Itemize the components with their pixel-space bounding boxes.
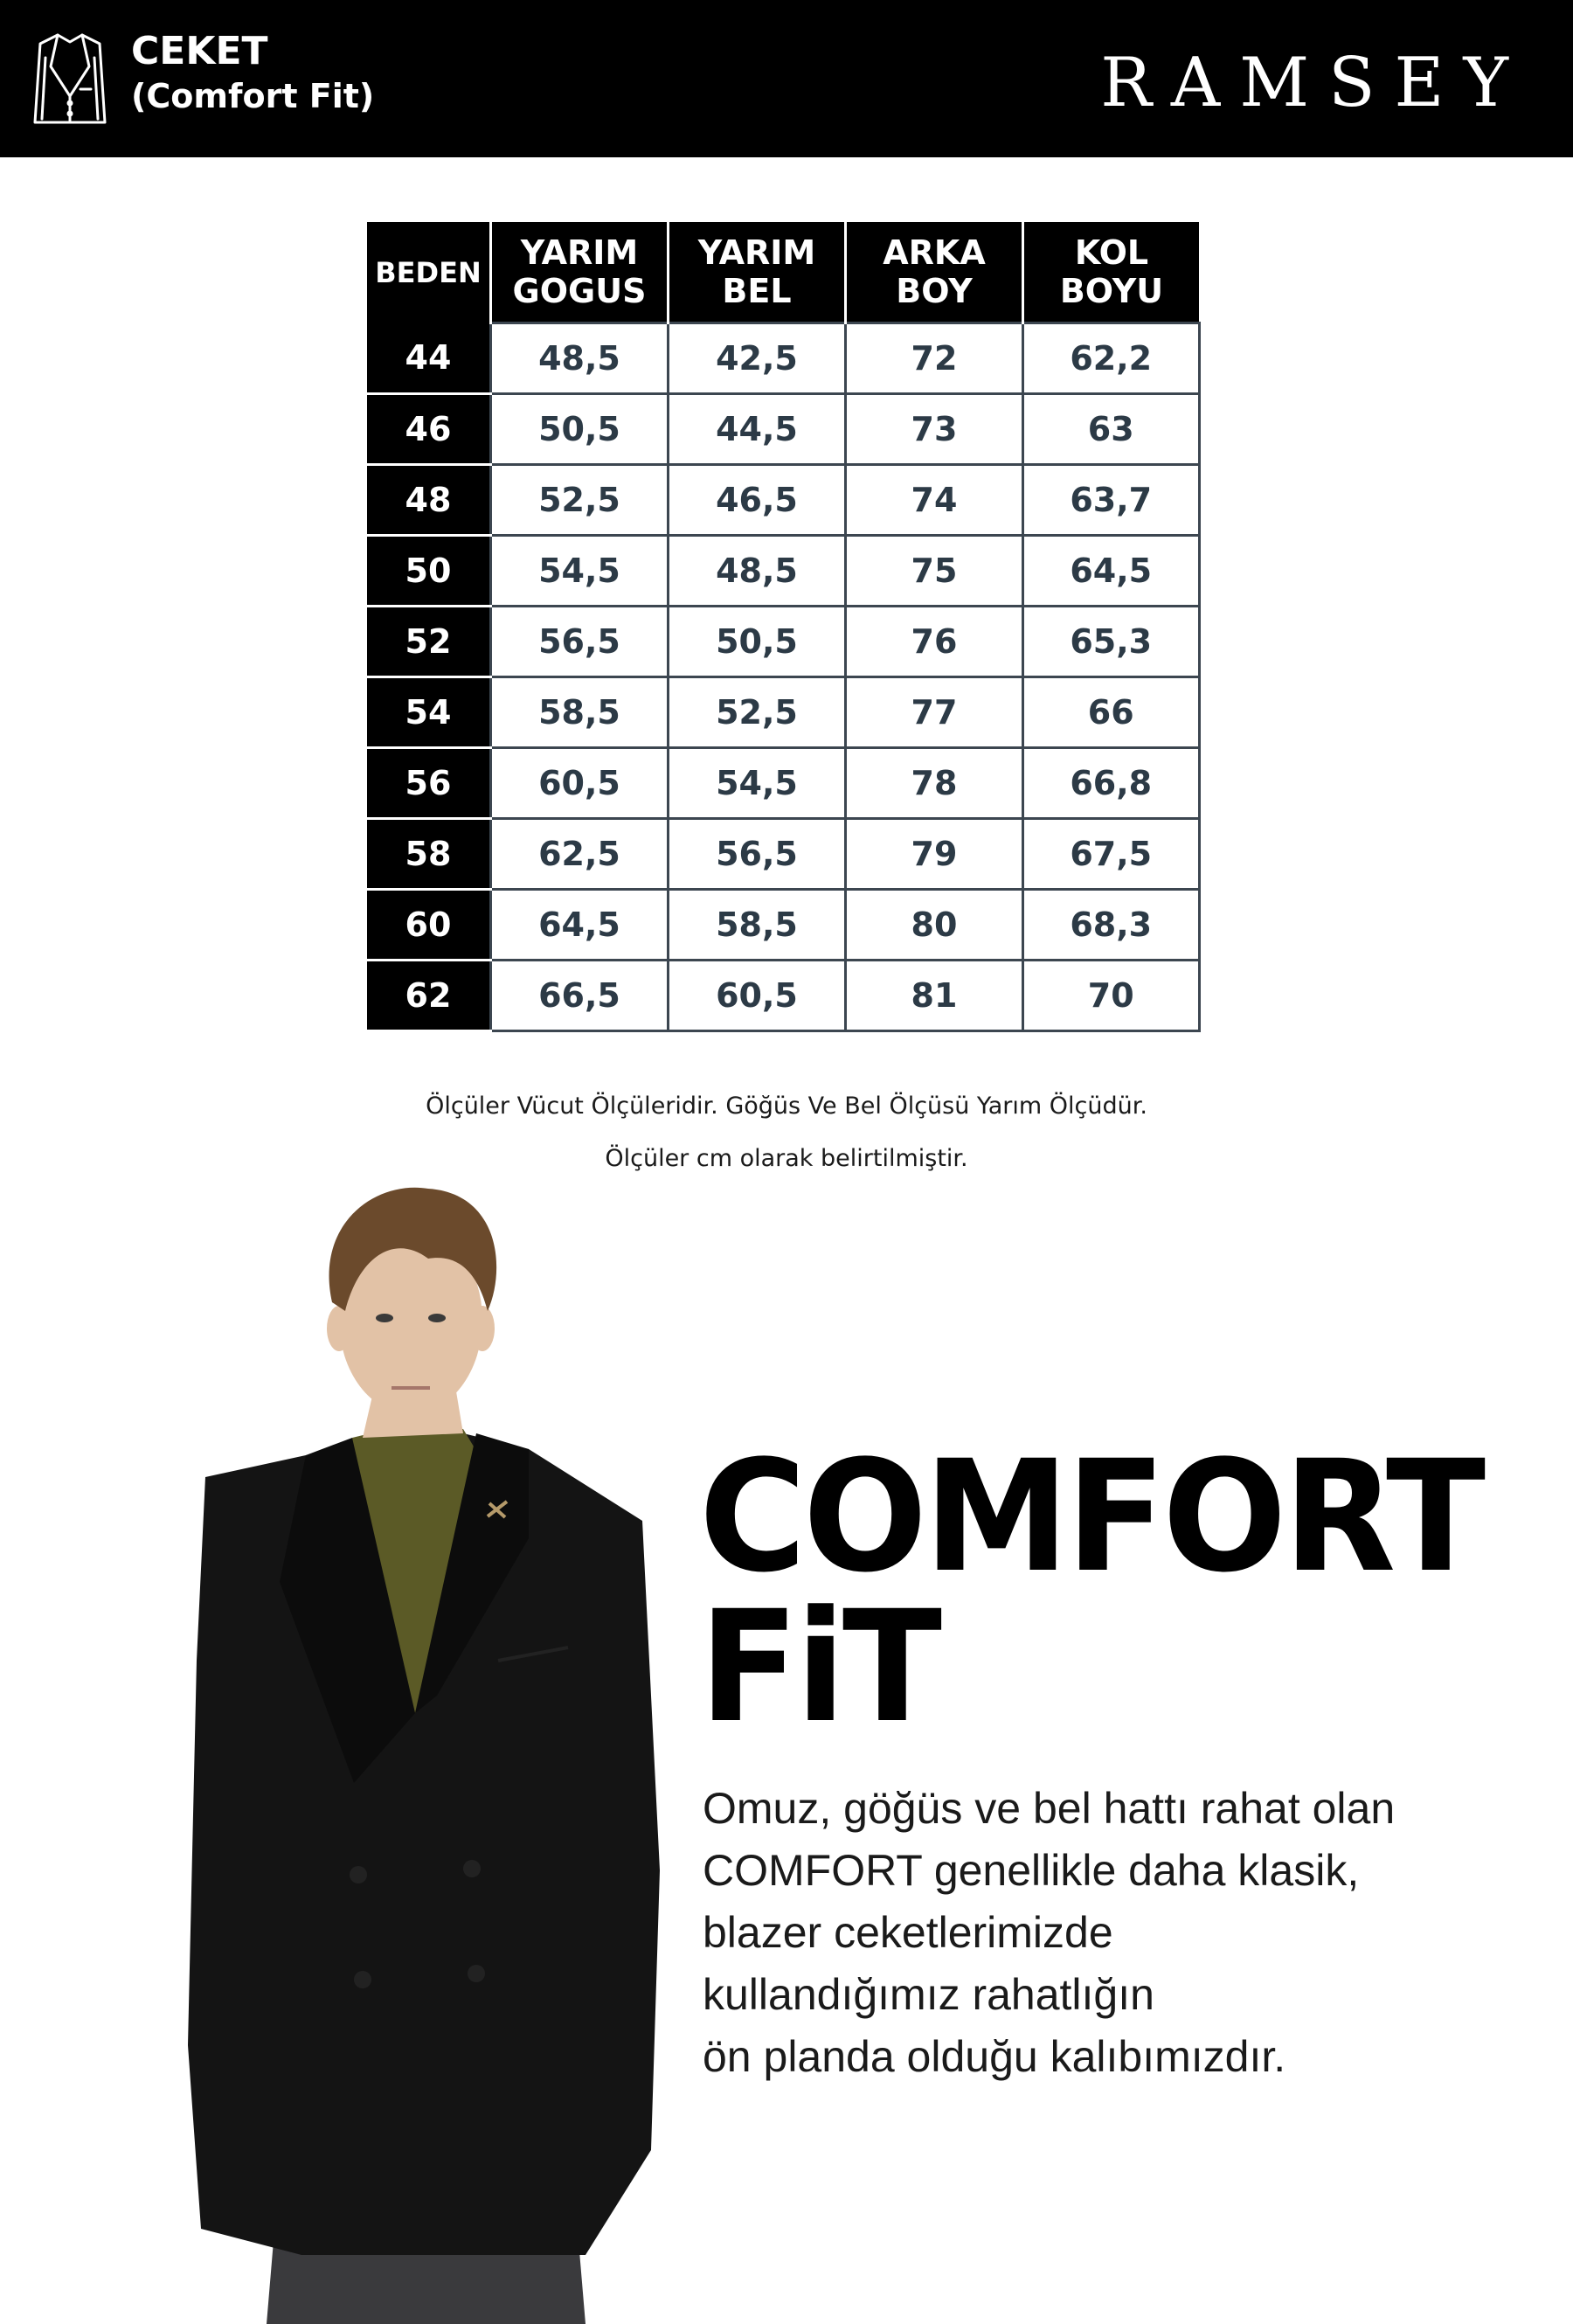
measurement-cell: 63 xyxy=(1023,394,1200,465)
measurement-cell: 44,5 xyxy=(669,394,846,465)
fit-heading-line1: COMFORT xyxy=(699,1427,1483,1606)
column-header-text: YARIM xyxy=(697,233,816,272)
measurement-cell: 76 xyxy=(846,607,1023,677)
column-header-size xyxy=(367,222,491,323)
table-row xyxy=(367,607,1199,677)
model-ear xyxy=(470,1306,495,1351)
description-line: kullandığımız rahatlığın xyxy=(703,1970,1154,2019)
table-row xyxy=(367,890,1199,961)
measurement-cell: 77 xyxy=(846,677,1023,748)
measurement-cell: 50,5 xyxy=(669,607,846,677)
measurement-cell: 73 xyxy=(846,394,1023,465)
description-line: Omuz, göğüs ve bel hattı rahat olan xyxy=(703,1784,1396,1833)
measurement-cell: 58,5 xyxy=(491,677,669,748)
measurement-cell: 56,5 xyxy=(491,607,669,677)
description-line: ön planda olduğu kalıbımızdır. xyxy=(703,2032,1286,2081)
brand-logo: RAMSEY xyxy=(1100,44,1528,122)
size-cell: 60 xyxy=(367,890,491,961)
column-header xyxy=(491,222,669,323)
table-row xyxy=(367,819,1199,890)
measurement-cell: 74 xyxy=(846,465,1023,536)
column-header-text: YARIM xyxy=(520,233,639,272)
jacket-button xyxy=(354,1971,371,1988)
column-header-text: BEDEN xyxy=(375,255,482,289)
description-line: blazer ceketlerimizde xyxy=(703,1908,1113,1957)
category-title: CEKET xyxy=(131,29,268,73)
table-header-row xyxy=(367,222,1199,323)
size-cell: 62 xyxy=(367,961,491,1031)
column-header-text: ARKA xyxy=(883,233,986,272)
measurement-cell: 54,5 xyxy=(669,748,846,819)
jacket-icon xyxy=(31,31,108,126)
measurement-cell: 66,8 xyxy=(1023,748,1200,819)
jacket-button xyxy=(468,1965,485,1982)
measurement-cell: 64,5 xyxy=(1023,536,1200,607)
measurement-cell: 62,5 xyxy=(491,819,669,890)
measurement-cell: 68,3 xyxy=(1023,890,1200,961)
measurement-cell: 42,5 xyxy=(669,323,846,394)
unit-note: Ölçüler cm olarak belirtilmiştir. xyxy=(605,1145,968,1172)
size-chart-table xyxy=(367,222,1201,1032)
measurement-cell: 54,5 xyxy=(491,536,669,607)
size-cell: 54 xyxy=(367,677,491,748)
table-row xyxy=(367,323,1199,394)
measurement-cell: 60,5 xyxy=(491,748,669,819)
size-cell: 44 xyxy=(367,323,491,394)
measurement-cell: 46,5 xyxy=(669,465,846,536)
table-row xyxy=(367,677,1199,748)
jacket-button xyxy=(463,1860,481,1877)
measurement-cell: 50,5 xyxy=(491,394,669,465)
size-cell: 52 xyxy=(367,607,491,677)
size-cell: 58 xyxy=(367,819,491,890)
size-cell: 50 xyxy=(367,536,491,607)
measurement-cell: 48,5 xyxy=(669,536,846,607)
measurement-cell: 78 xyxy=(846,748,1023,819)
column-header-text: BOYU xyxy=(1059,272,1164,310)
measurement-cell: 75 xyxy=(846,536,1023,607)
size-cell: 56 xyxy=(367,748,491,819)
measurement-cell: 60,5 xyxy=(669,961,846,1031)
column-header xyxy=(669,222,846,323)
column-header-text: BEL xyxy=(722,272,792,310)
measurement-cell: 63,7 xyxy=(1023,465,1200,536)
measurement-cell: 72 xyxy=(846,323,1023,394)
jacket-button xyxy=(350,1866,367,1883)
measurement-cell: 52,5 xyxy=(491,465,669,536)
measurement-cell: 58,5 xyxy=(669,890,846,961)
measurement-cell: 79 xyxy=(846,819,1023,890)
table-row xyxy=(367,465,1199,536)
table-row xyxy=(367,961,1199,1031)
measurement-cell: 66,5 xyxy=(491,961,669,1031)
column-header xyxy=(846,222,1023,323)
measurement-cell: 56,5 xyxy=(669,819,846,890)
model-ear xyxy=(327,1306,351,1351)
header-bar xyxy=(0,0,1573,157)
column-header-text: KOL xyxy=(1074,233,1149,272)
column-header xyxy=(1023,222,1200,323)
fit-heading xyxy=(699,1427,1483,1757)
fit-subtitle: (Comfort Fit) xyxy=(131,77,375,115)
model-photo xyxy=(175,1171,699,2324)
measurement-cell: 65,3 xyxy=(1023,607,1200,677)
description-line: COMFORT genellikle daha klasik, xyxy=(703,1846,1360,1895)
measurement-cell: 62,2 xyxy=(1023,323,1200,394)
table-row xyxy=(367,748,1199,819)
table-row xyxy=(367,536,1199,607)
column-header-text: BOY xyxy=(896,272,973,310)
measurement-note: Ölçüler Vücut Ölçüleridir. Göğüs Ve Bel Ölçüsü Yarım Ölçüdür. xyxy=(426,1093,1147,1120)
measurement-cell: 67,5 xyxy=(1023,819,1200,890)
measurement-cell: 81 xyxy=(846,961,1023,1031)
measurement-cell: 66 xyxy=(1023,677,1200,748)
fit-description xyxy=(703,1778,1542,2088)
measurement-cell: 70 xyxy=(1023,961,1200,1031)
fit-heading-line2: FiT xyxy=(699,1578,939,1757)
measurement-cell: 48,5 xyxy=(491,323,669,394)
size-cell: 48 xyxy=(367,465,491,536)
table-row xyxy=(367,394,1199,465)
measurement-cell: 52,5 xyxy=(669,677,846,748)
size-cell: 46 xyxy=(367,394,491,465)
measurement-cell: 64,5 xyxy=(491,890,669,961)
measurement-cell: 80 xyxy=(846,890,1023,961)
column-header-text: GOGUS xyxy=(512,272,647,310)
